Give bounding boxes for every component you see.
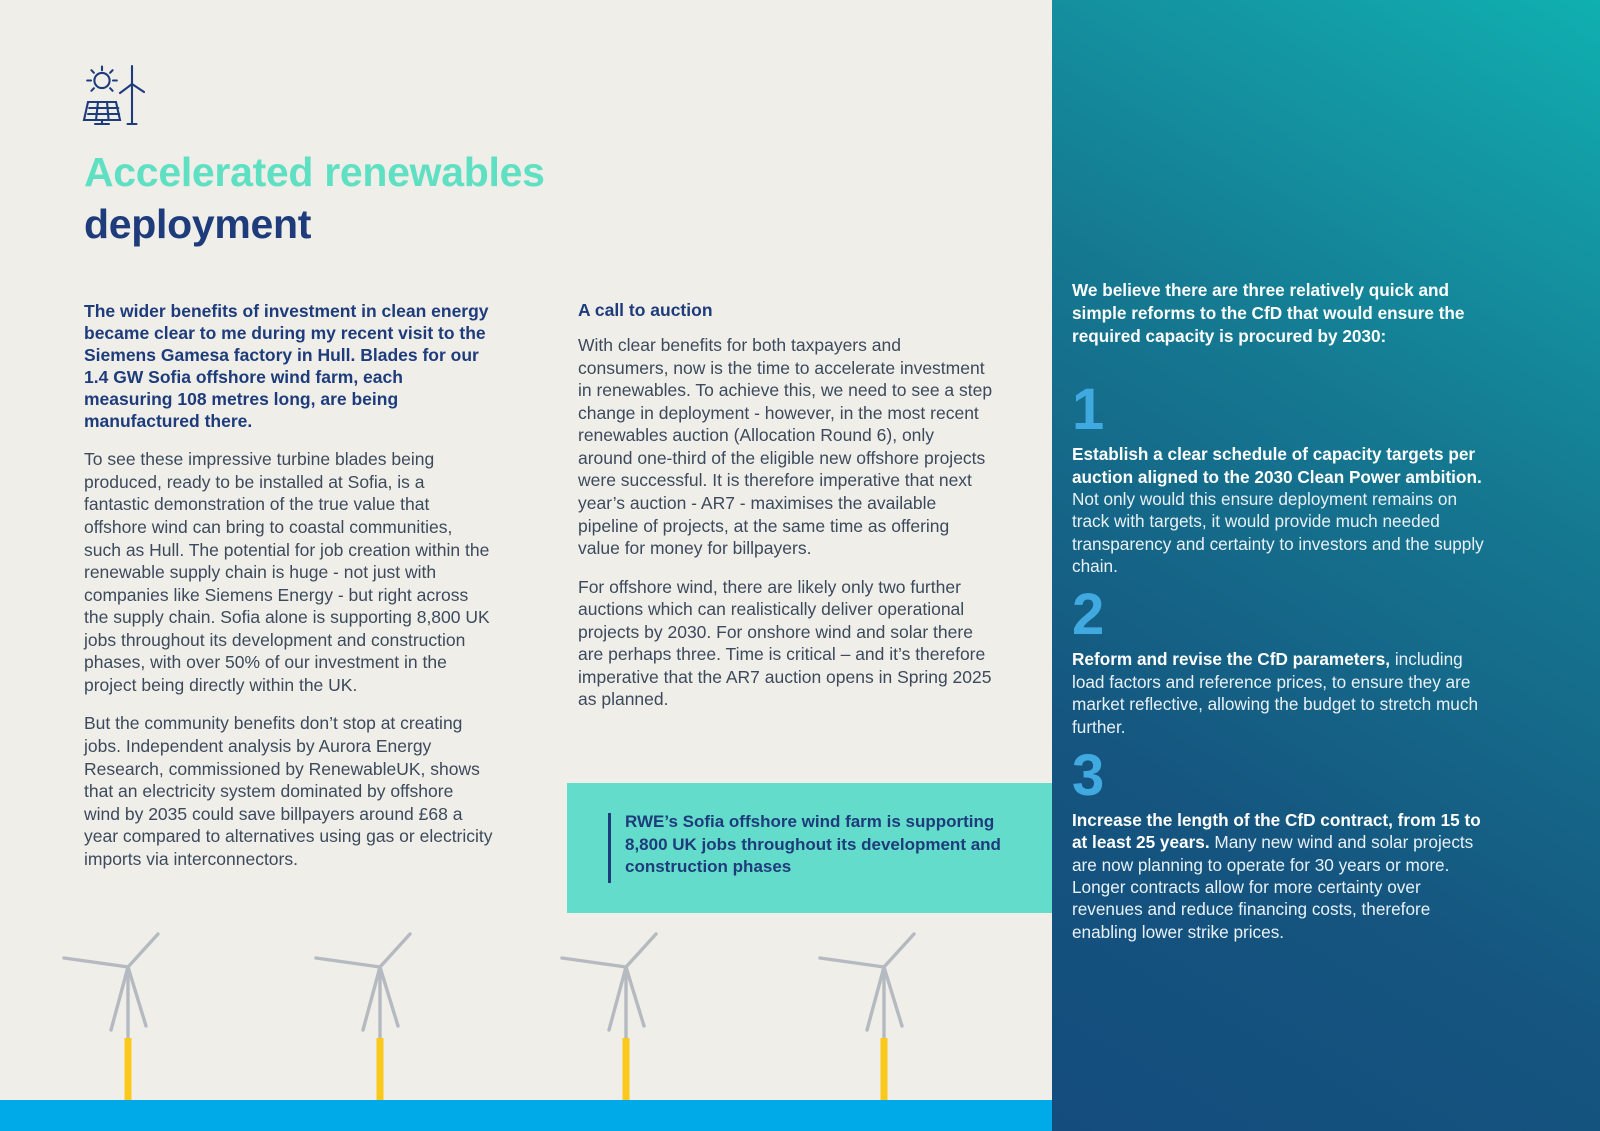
reforms-panel [1052,0,1600,1131]
article-column-middle [578,300,993,727]
section-heading-call-to-auction: A call to auction [578,300,713,320]
reform-rest-3: Many new wind and solar projects are now planning to operate for 30 years or more. Longer contracts allow for more certainty over revenues and reduce financing costs, therefore enabling lower strike prices. [1072,832,1474,942]
reform-item-1 [1072,377,1494,577]
reform-item-3 [1072,742,1494,943]
page-title-line-2: deployment [84,201,312,248]
reform-text-2 [1072,648,1494,737]
callout-text: RWE’s Sofia offshore wind farm is supporting 8,800 UK jobs throughout its development and construction phases [625,812,1001,877]
reform-number-2: 2 [1072,582,1105,648]
body-paragraph: For offshore wind, there are likely only two further auctions which can realistically deliver operational projects by 2030. For onshore wind and solar there are perhaps three. Time is critical – and it’s therefore imperative that the AR7 auction opens in Spring 2025 as planned. [578,576,992,710]
reforms-intro-text: We believe there are three relatively quick and simple reforms to the CfD that would ensure the required capacity is procured by 2030: [1072,280,1465,347]
renewable-energy-icon [80,62,146,128]
reform-number-1: 1 [1072,377,1105,443]
reform-item-2 [1072,582,1494,738]
article-column-left [84,300,494,886]
reform-text-3 [1072,809,1494,943]
pull-quote-callout [567,783,1052,913]
reform-bold-2: Reform and revise the CfD parameters, [1072,649,1391,670]
page-title [84,146,844,251]
lead-paragraph: The wider benefits of investment in clean energy became clear to me during my recent visit to the Siemens Gamesa factory in Hull. Blades for our 1.4 GW Sofia offshore wind farm, each measuring 108 metres long, are being manufactured there. [84,301,489,432]
offshore-wind-turbines-illustration [0,920,1052,1105]
body-paragraph: With clear benefits for both taxpayers and consumers, now is the time to accelerate investment in renewables. To achieve this, we need to see a step change in deployment - however, in the most recent renewables auction (Allocation Round 6), only around one-third of the eligible new offshore projects were successful. It is therefore imperative that next year’s auction - AR7 - maximises the available pipeline of projects, at the same time as offering value for money for billpayers. [578,335,993,559]
body-paragraph: But the community benefits don’t stop at creating jobs. Independent analysis by Aurora Energy Research, commissioned by RenewableUK, shows that an electricity system dominated by offshore wind by 2035 could save billpayers around £68 a year compared to alternatives using gas or electricity imports via interconnectors. [84,713,493,869]
reform-number-3: 3 [1072,742,1105,808]
body-paragraph: To see these impressive turbine blades being produced, ready to be installed at Sofia, is a fantastic demonstration of the true value that offshore wind can bring to coastal communities, such as Hull. The potential for job creation within the renewable supply chain is huge - not just with companies like Siemens Energy - but right across the supply chain. Sofia alone is supporting 8,800 UK jobs throughout its development and construction phases, with over 50% of our investment in the project being directly within the UK. [84,449,490,695]
water-band [0,1100,1052,1131]
callout-accent-bar [608,813,611,883]
reform-text-1 [1072,443,1494,577]
reform-bold-1: Establish a clear schedule of capacity targets per auction aligned to the 2030 Clean Power ambition. [1072,444,1482,487]
page-title-line-1: Accelerated renewables [84,149,545,195]
reform-bold-3: Increase the length of the CfD contract, from 15 to at least 25 years. [1072,810,1481,853]
reform-rest-1: Not only would this ensure deployment remains on track with targets, it would provide much needed transparency and certainty to investors and the supply chain. [1072,488,1484,577]
reform-rest-2: including load factors and reference prices, to ensure they are market reflective, allowing the budget to stretch much further. [1072,649,1479,737]
